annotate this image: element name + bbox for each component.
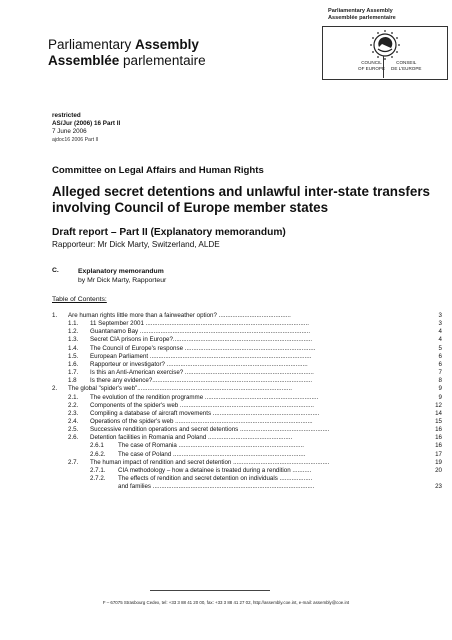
toc-entry-page: 8: [438, 377, 442, 385]
toc-entry-text: The evolution of the rendition programme ..................................................................: [90, 393, 319, 401]
toc-entry-page: 9: [438, 393, 442, 401]
logo-text-en-line1: COUNCIL: [361, 60, 382, 65]
assembly-heading-fr: [48, 53, 206, 69]
toc-entry-number: 1.: [52, 312, 58, 319]
logo-box: [322, 26, 448, 80]
toc-entry-number: 2.7.2.: [90, 475, 106, 482]
toc-entry[interactable]: [52, 475, 442, 483]
toc-entry-page: 7: [438, 369, 442, 377]
toc-entry-page: 16: [435, 442, 442, 450]
toc-entry-text: Rapporteur or investigator? ..................................................................................: [90, 360, 308, 368]
toc-entry-number: 1.6.: [68, 360, 79, 368]
section-author: by Mr Dick Marty, Rapporteur: [78, 277, 167, 284]
doc-date: 7 June 2006: [52, 128, 87, 135]
toc-entry[interactable]: [52, 402, 442, 410]
toc-entry-text: Components of the spider's web ..............................................................................: [90, 401, 315, 409]
toc-entry-page: 16: [435, 426, 442, 434]
assembly-label-en: Parliamentary Assembly: [328, 8, 393, 14]
assembly-heading: [48, 37, 206, 69]
toc-entry[interactable]: [52, 361, 442, 369]
footer-divider: [150, 590, 270, 591]
toc-entry-text: CIA methodology – how a detainee is treated during a rendition ...........: [118, 466, 312, 474]
toc-entry-page: 3: [438, 312, 442, 319]
toc-entry-text: European Parliament ..............................................................................................: [90, 352, 312, 360]
classification: restricted: [52, 112, 81, 119]
toc-entry-number: 2.7.1.: [90, 466, 106, 474]
report-title: Alleged secret detentions and unlawful inter-state transfers involving Council of Europe member states: [52, 184, 430, 215]
section-heading: [78, 267, 166, 285]
toc-entry-page: 6: [438, 360, 442, 368]
toc-entry-text: Secret CIA prisons in Europe?.................................................................................: [90, 336, 313, 344]
toc-entry-text: Guantanamo Bay ...................................................................................................: [90, 328, 311, 336]
assembly-heading-fr-bold: Assemblée: [48, 53, 120, 68]
council-of-europe-emblem-icon: [323, 27, 447, 79]
toc-entry-text: The case of Poland .............................................................................: [118, 450, 306, 458]
toc-entry[interactable]: [52, 312, 442, 320]
toc-entry-text: The human impact of rendition and secret detention ........................................................: [90, 458, 330, 466]
toc-entry-page: 12: [435, 401, 442, 409]
toc-entry-page: 5: [438, 344, 442, 352]
doc-file-ref: ajdoc16 2006 Part II: [52, 137, 99, 143]
table-of-contents: [52, 312, 442, 512]
logo-text-fr: [391, 60, 422, 71]
draft-report-heading: Draft report – Part II (Explanatory memorandum): [52, 227, 286, 238]
toc-entry[interactable]: [52, 345, 442, 353]
doc-number: AS/Jur (2006) 16 Part II: [52, 120, 121, 127]
toc-entry[interactable]: [52, 418, 442, 426]
toc-entry-number: 1.8: [68, 377, 77, 385]
toc-entry-number: 2.3.: [68, 409, 79, 417]
section-title: Explanatory memorandum: [78, 268, 164, 275]
toc-entry-number: 2.7.: [68, 458, 79, 466]
toc-entry-text: and families ..............................................................................................: [118, 483, 315, 491]
rapporteur-line: Rapporteur: Mr Dick Marty, Switzerland, ALDE: [52, 240, 220, 249]
toc-entry-page: 6: [438, 352, 442, 360]
logo-text-en-line2: OF EUROPE: [358, 65, 386, 71]
toc-entry-text: The case of Romania .........................................................................: [118, 442, 305, 450]
toc-entry[interactable]: [52, 336, 442, 344]
toc-entry-page: 4: [438, 328, 442, 336]
toc-entry[interactable]: [52, 483, 442, 491]
toc-entry-number: 2.5.: [68, 426, 79, 434]
toc-entry-number: 1.4.: [68, 344, 79, 352]
toc-entry[interactable]: [52, 320, 442, 328]
toc-entry-page: 15: [435, 417, 442, 425]
toc-entry-text: Compiling a database of aircraft movements ..............................................................: [90, 409, 320, 417]
toc-entry-text: Are human rights little more than a fairweather option? ..........................................: [68, 312, 291, 319]
committee-name: Committee on Legal Affairs and Human Rights: [52, 165, 264, 176]
toc-entry[interactable]: [52, 385, 442, 393]
toc-entry[interactable]: [52, 442, 442, 450]
toc-entry-number: 1.7.: [68, 369, 79, 377]
toc-entry-page: 16: [435, 434, 442, 442]
toc-entry[interactable]: [52, 451, 442, 459]
toc-entry-page: 4: [438, 336, 442, 344]
toc-entry-number: 1.2.: [68, 328, 79, 336]
toc-entry-number: 2.4.: [68, 417, 79, 425]
toc-entry-number: 2.1.: [68, 393, 79, 401]
toc-entry-page: 17: [435, 450, 442, 458]
toc-entry-text: The effects of rendition and secret detention on individuals ...................: [118, 475, 313, 482]
toc-entry-number: 1.3.: [68, 336, 79, 344]
toc-entry-page: 23: [435, 483, 442, 491]
assembly-heading-en: [48, 37, 206, 53]
toc-entry[interactable]: [52, 377, 442, 385]
footer-address: F – 67075 Strasbourg Cedex, tel: +33 3 88 41 20 00, fax: +33 3 88 41 27 02, http://assembly.coe.int, e-mail: assembly@coe.int: [102, 600, 350, 605]
toc-entry-page: 14: [435, 409, 442, 417]
toc-entry-page: 3: [438, 320, 442, 328]
assembly-heading-fr-normal: parlementaire: [119, 53, 206, 68]
toc-entry-text: Is there any evidence?.............................................................................................: [90, 377, 313, 385]
toc-entry[interactable]: [52, 394, 442, 402]
logo-text-fr-line2: DE L'EUROPE: [391, 65, 422, 71]
toc-entry[interactable]: [52, 353, 442, 361]
toc-entry[interactable]: [52, 434, 442, 442]
toc-entry-number: 1.5.: [68, 352, 79, 360]
toc-entry[interactable]: [52, 459, 442, 467]
toc-entry-page: 20: [435, 466, 442, 474]
toc-entry-text: Operations of the spider's web ................................................................................: [90, 417, 313, 425]
logo-text-en: [358, 60, 385, 71]
toc-entry[interactable]: [52, 410, 442, 418]
toc-entry-number: 2.2.: [68, 401, 79, 409]
toc-entry-number: 2.: [52, 385, 58, 393]
section-letter: C.: [52, 267, 59, 274]
assembly-heading-en-bold: Assembly: [135, 37, 199, 52]
assembly-label-fr: Assemblée parlementaire: [328, 15, 396, 21]
toc-entry-text: Successive rendition operations and secret detentions ....................................................: [90, 426, 330, 434]
toc-entry-number: 2.6.: [68, 434, 79, 442]
toc-entry[interactable]: [52, 426, 442, 434]
toc-entry-text: Detention facilities in Romania and Poland .................................................: [90, 434, 293, 442]
toc-entry[interactable]: [52, 467, 442, 475]
toc-entry-text: The global "spider's web"..........................................................................................: [68, 385, 292, 393]
toc-entry[interactable]: [52, 369, 442, 377]
assembly-heading-en-normal: Parliamentary: [48, 37, 136, 52]
toc-entry-number: 1.1.: [68, 320, 79, 328]
toc-entry-number: 2.6.2.: [90, 450, 106, 458]
logo-text-fr-line1: CONSEIL: [396, 60, 417, 65]
toc-entry-text: 11 September 2001 ...............................................................................................: [90, 320, 309, 328]
toc-entry-text: Is this an Anti-American exercise? ...........................................................................: [90, 369, 314, 377]
toc-entry-text: The Council of Europe's response ............................................................................: [90, 344, 316, 352]
toc-entry-number: 2.6.1: [90, 442, 104, 450]
toc-entry[interactable]: [52, 328, 442, 336]
toc-entry-page: 9: [438, 385, 442, 393]
toc-label: Table of Contents:: [52, 296, 107, 303]
assembly-label-top: [328, 8, 396, 22]
toc-entry-page: 19: [435, 458, 442, 466]
document-reference: [52, 112, 120, 144]
